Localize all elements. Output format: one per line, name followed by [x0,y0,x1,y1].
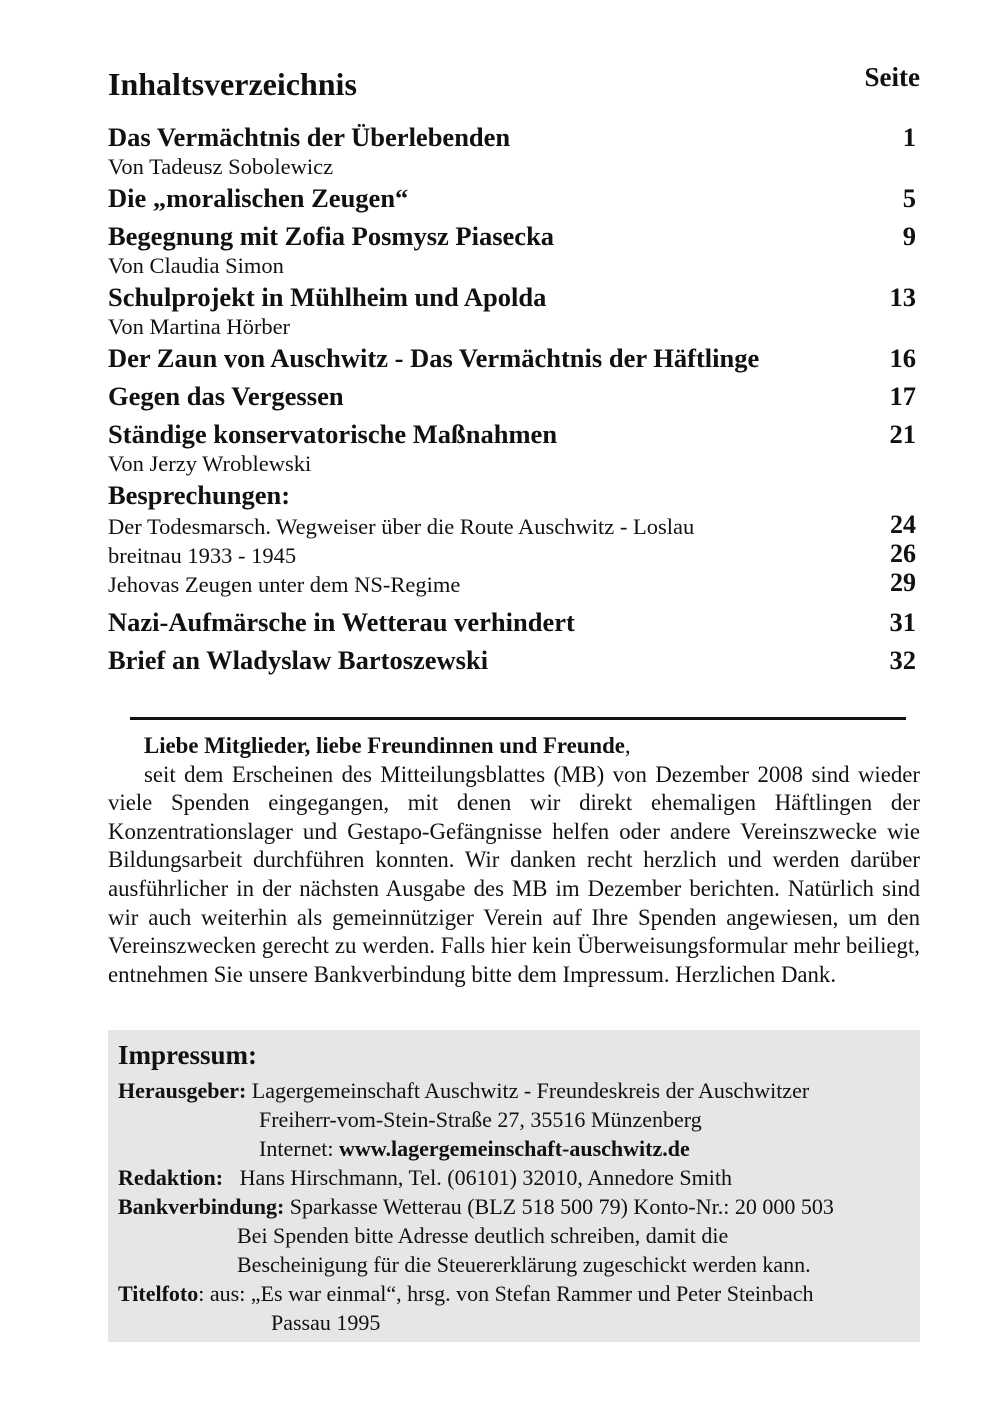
publisher-row [118,1076,910,1105]
table-of-contents [108,62,920,683]
photo-text: : aus: „Es war einmal“, hrsg. von Stefan Rammer und Peter Steinbach [198,1281,814,1306]
review-title: Der Todesmarsch. Wegweiser über die Route Auschwitz - Loslau [108,514,695,539]
toc-entry-title: Nazi-Aufmärsche in Wetterau verhindert [108,607,575,637]
toc-entry [108,645,920,683]
bank-text: Sparkasse Wetterau (BLZ 518 500 79) Konto-Nr.: 20 000 503 [289,1194,834,1219]
toc-entry-page: 9 [902,221,916,251]
toc-entry-author: Von Martina Hörber [108,314,291,339]
review-page: 26 [890,539,916,568]
toc-entry [108,122,920,183]
review-title: breitnau 1933 - 1945 [108,543,297,568]
letter-body: seit dem Erscheinen des Mitteilungsblattes (MB) von Dezember 2008 sind wieder viele Spenden eingegangen, mit denen wir direkt ehemaligen Häftlingen der Konzentrationslager und Gestapo-Gefängnisse helfen oder andere Vereinszwecke wie Bildungsarbeit durchführen konnten. Wir danken recht herzlich und werden darüber ausführlicher in der nächsten Ausgabe des MB im Dezember berichten. Natürlich sind wir auch weiterhin als gemeinnütziger Verein auf Ihre Spenden angewiesen, um den Vereinszwecken gerecht zu werden. Falls hier kein Überweisungsformular mehr beiliegt, entnehmen Sie unsere Bankverbindung bitte dem Impressum. Herzlichen Dank. [108,761,920,987]
toc-entry-page: 1 [902,122,916,152]
bank-note: Bescheinigung für die Steuererklärung zugeschickt werden kann. [237,1252,811,1277]
toc-entry-author: Von Claudia Simon [108,253,284,278]
reviews-heading: Besprechungen: [108,480,291,510]
toc-entry [108,381,920,419]
toc-page-column-label: Seite [864,62,920,92]
internet-row [118,1134,910,1163]
internet-label: Internet: [259,1136,334,1161]
toc-entry [108,607,920,645]
letter-greeting [108,732,920,761]
bank-row [118,1192,910,1221]
toc-entry [108,419,920,480]
toc-title: Inhaltsverzeichnis [108,66,357,102]
toc-entry-page: 21 [889,419,916,449]
bank-label: Bankverbindung: [118,1194,285,1219]
photo-label: Titelfoto [118,1281,199,1306]
section-divider [130,717,906,720]
editorial-text: Hans Hirschmann, Tel. (06101) 32010, Annedore Smith [239,1165,733,1190]
toc-entry-page: 31 [889,607,916,637]
toc-entry-title: Brief an Wladyslaw Bartoszewski [108,645,489,675]
publisher-name: Lagergemeinschaft Auschwitz - Freundeskreis der Auschwitzer [251,1078,810,1103]
toc-entry [108,282,920,343]
toc-header [108,62,920,122]
review-entry [108,539,920,572]
member-letter [108,732,920,989]
toc-entry-title: Schulprojekt in Mühlheim und Apolda [108,282,547,312]
editorial-row [118,1163,910,1192]
publisher-label: Herausgeber: [118,1078,247,1103]
toc-entry-page: 17 [889,381,916,411]
toc-entry-title: Der Zaun von Auschwitz - Das Vermächtnis der Häftlinge [108,343,760,373]
toc-entry [108,183,920,221]
photo-row [118,1279,910,1308]
letter-greeting-text: Liebe Mitglieder, liebe Freundinnen und Freunde [144,733,625,758]
letter-greeting-comma: , [624,733,631,758]
toc-entry-page: 5 [902,183,916,213]
review-entry [108,510,920,543]
toc-entry [108,221,920,282]
bank-note: Bei Spenden bitte Adresse deutlich schreiben, damit die [237,1223,729,1248]
impressum-box [108,1030,920,1342]
review-page: 29 [890,568,916,597]
impressum-title: Impressum: [118,1040,258,1070]
photo-text-continued: Passau 1995 [271,1310,381,1335]
toc-entry [108,343,920,381]
toc-entry-title: Die „moralischen Zeugen“ [108,183,409,213]
toc-entry-page: 32 [889,645,916,675]
toc-entry-title: Das Vermächtnis der Überlebenden [108,122,511,152]
toc-entry-page: 16 [889,343,916,373]
toc-entry-title: Ständige konservatorische Maßnahmen [108,419,558,449]
publisher-address: Freiherr-vom-Stein-Straße 27, 35516 Münzenberg [259,1107,702,1132]
internet-link[interactable]: www.lagergemeinschaft-auschwitz.de [339,1136,690,1161]
toc-entry-author: Von Tadeusz Sobolewicz [108,154,334,179]
toc-entry-author: Von Jerzy Wroblewski [108,451,312,476]
toc-entry-title: Begegnung mit Zofia Posmysz Piasecka [108,221,555,251]
editorial-label: Redaktion: [118,1165,224,1190]
toc-entry-title: Gegen das Vergessen [108,381,344,411]
review-entry [108,568,920,601]
review-title: Jehovas Zeugen unter dem NS-Regime [108,572,461,597]
review-page: 24 [890,510,916,539]
toc-entry-page: 13 [889,282,916,312]
